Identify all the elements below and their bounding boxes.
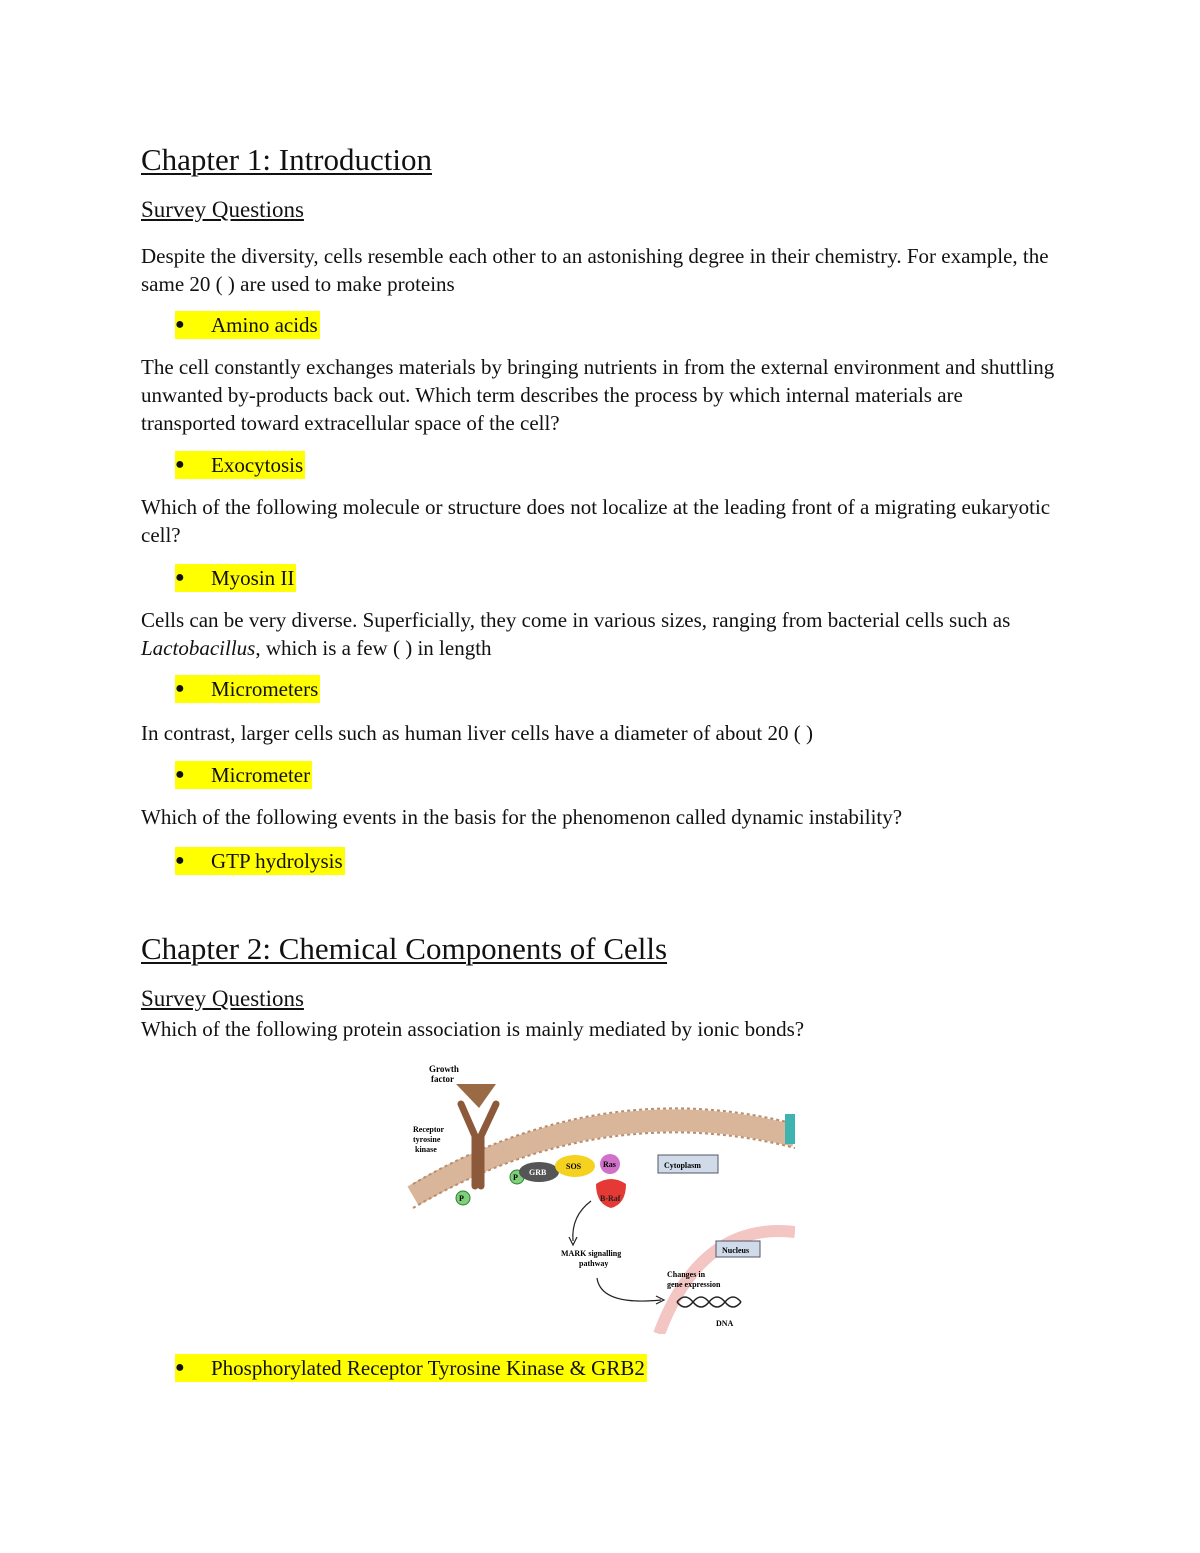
chapter-2-title: Chapter 2: Chemical Components of Cells bbox=[141, 931, 668, 966]
question-2: The cell constantly exchanges materials by bringing nutrients in from the external environment and shuttling unwanted by-products back out. Which term describes the process by which internal materials are transported toward extracellular space of the cell? bbox=[141, 355, 1055, 435]
svg-text:Ras: Ras bbox=[603, 1160, 616, 1169]
chapter-2-section-heading: Survey Questions bbox=[141, 986, 304, 1011]
chapter-1-title: Chapter 1: Introduction bbox=[141, 142, 432, 177]
svg-text:MARK signallingpathway: MARK signalling pathway bbox=[561, 1249, 622, 1268]
signaling-pathway-figure bbox=[401, 1056, 795, 1334]
bullet-icon: ● bbox=[175, 1359, 185, 1376]
bullet-icon: ● bbox=[175, 680, 185, 697]
bullet-icon: ● bbox=[175, 569, 185, 586]
svg-text:P: P bbox=[513, 1173, 518, 1182]
question-6: Which of the following events in the basis for the phenomenon called dynamic instability? bbox=[141, 805, 903, 829]
bullet-icon: ● bbox=[175, 316, 185, 333]
answer-5: ● Micrometer bbox=[175, 763, 311, 787]
answer-1: ● Amino acids bbox=[175, 313, 318, 337]
bullet-icon: ● bbox=[175, 766, 185, 783]
svg-text:SOS: SOS bbox=[566, 1162, 582, 1171]
answer-4: ● Micrometers bbox=[175, 677, 319, 701]
question-3: Which of the following molecule or structure does not localize at the leading front of a migrating eukaryotic cell? bbox=[141, 495, 1051, 547]
chapter-1-section-heading: Survey Questions bbox=[141, 197, 304, 222]
svg-text:B-Raf: B-Raf bbox=[600, 1194, 621, 1203]
answer-2: ● Exocytosis bbox=[175, 453, 304, 477]
question-1: Despite the diversity, cells resemble each other to an astonishing degree in their chemistry. For example, the same 20 ( ) are used to make proteins bbox=[141, 244, 1049, 296]
question-7: Which of the following protein association is mainly mediated by ionic bonds? bbox=[141, 1017, 805, 1041]
svg-text:Changes ingene expression: Changes in gene expression bbox=[667, 1270, 721, 1289]
svg-text:Cytoplasm: Cytoplasm bbox=[664, 1161, 701, 1170]
answer-3: ● Myosin II bbox=[175, 566, 295, 590]
svg-text:P: P bbox=[459, 1194, 464, 1203]
answer-6: ● GTP hydrolysis bbox=[175, 849, 343, 873]
svg-text:Receptortyrosinekinase: Receptor tyrosine kinase bbox=[413, 1125, 445, 1154]
question-4: Cells can be very diverse. Superficially, they come in various sizes, ranging from bacterial cells such as Lactobacillus, which is a few ( ) in length bbox=[141, 608, 1011, 660]
svg-text:GRB: GRB bbox=[529, 1168, 547, 1177]
svg-text:DNA: DNA bbox=[716, 1319, 734, 1328]
bullet-icon: ● bbox=[175, 852, 185, 869]
svg-text:Nucleus: Nucleus bbox=[722, 1246, 750, 1255]
svg-text:Growthfactor: Growth factor bbox=[429, 1064, 459, 1084]
bullet-icon: ● bbox=[175, 456, 185, 473]
answer-7: ● Phosphorylated Receptor Tyrosine Kinase & GRB2 bbox=[175, 1356, 645, 1380]
question-5: In contrast, larger cells such as human liver cells have a diameter of about 20 ( ) bbox=[141, 721, 813, 745]
